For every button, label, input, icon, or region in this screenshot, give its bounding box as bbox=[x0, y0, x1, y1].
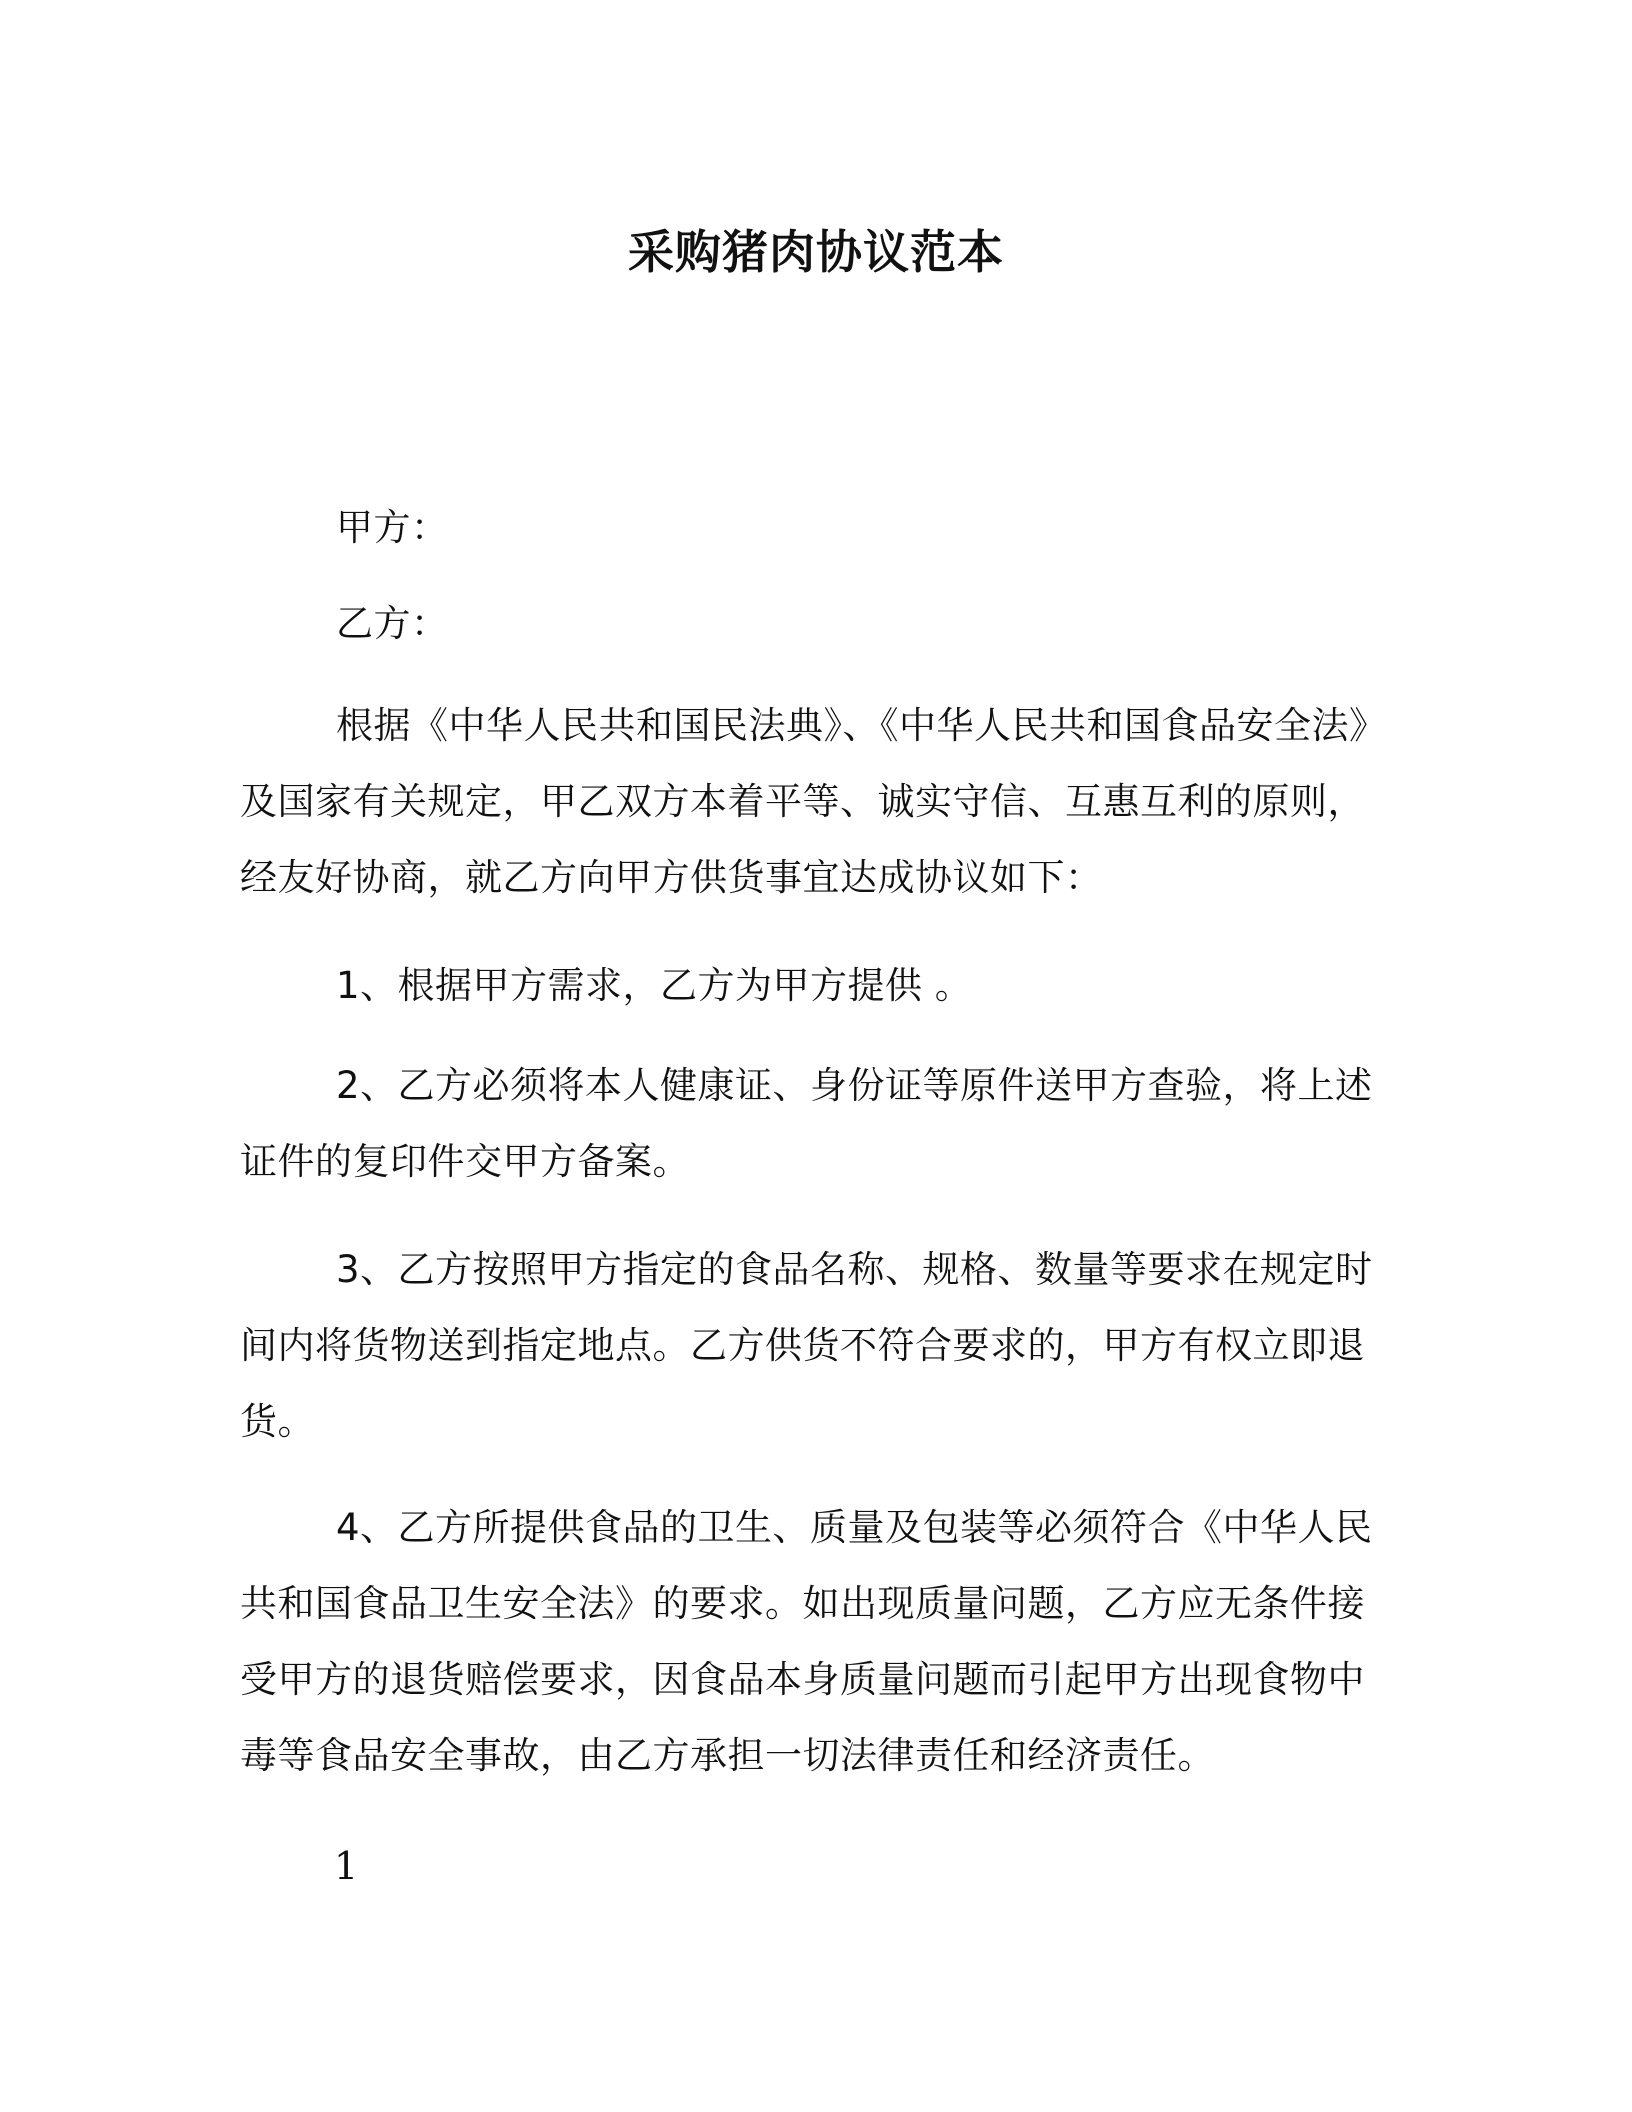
clause-line: 毒等食品安全事故，由乙方承担一切法律责任和经济责任。 bbox=[240, 1734, 1215, 1777]
clause-line: 间内将货物送到指定地点。乙方供货不符合要求的，甲方有权立即退 bbox=[240, 1324, 1365, 1367]
preamble-line: 根据《中华人民共和国民法典》、《中华人民共和国食品安全法》 bbox=[336, 704, 1387, 747]
document-title: 采购猪肉协议范本 bbox=[628, 225, 1004, 279]
party-a-label: 甲方： bbox=[336, 506, 449, 549]
clause-3 bbox=[240, 1232, 1400, 1460]
party-b-label: 乙方： bbox=[336, 602, 449, 645]
preamble-line: 及国家有关规定，甲乙双方本着平等、诚实守信、互惠互利的原则， bbox=[240, 780, 1365, 823]
party-b-line bbox=[240, 586, 1400, 662]
party-a-line bbox=[240, 490, 1400, 566]
clause-line: 3、乙方按照甲方指定的食品名称、规格、数量等要求在规定时 bbox=[336, 1248, 1373, 1291]
preamble-line: 经友好协商，就乙方向甲方供货事宜达成协议如下： bbox=[240, 856, 1103, 899]
clause-1 bbox=[240, 948, 1400, 1024]
clause-2 bbox=[240, 1048, 1400, 1200]
clause-line: 2、乙方必须将本人健康证、身份证等原件送甲方查验，将上述 bbox=[336, 1064, 1373, 1107]
clause-line: 证件的复印件交甲方备案。 bbox=[240, 1140, 690, 1183]
preamble-paragraph bbox=[240, 688, 1400, 916]
clause-4 bbox=[240, 1490, 1400, 1794]
clause-line: 受甲方的退货赔偿要求，因食品本身质量问题而引起甲方出现食物中 bbox=[240, 1658, 1365, 1701]
clause-line: 4、乙方所提供食品的卫生、质量及包装等必须符合《中华人民 bbox=[336, 1506, 1373, 1549]
page-number: 1 bbox=[334, 1844, 359, 1888]
clause-line: 共和国食品卫生安全法》的要求。如出现质量问题，乙方应无条件接 bbox=[240, 1582, 1365, 1625]
clause-line: 货。 bbox=[240, 1400, 315, 1443]
clause-line: 1、根据甲方需求，乙方为甲方提供 。 bbox=[336, 964, 973, 1007]
